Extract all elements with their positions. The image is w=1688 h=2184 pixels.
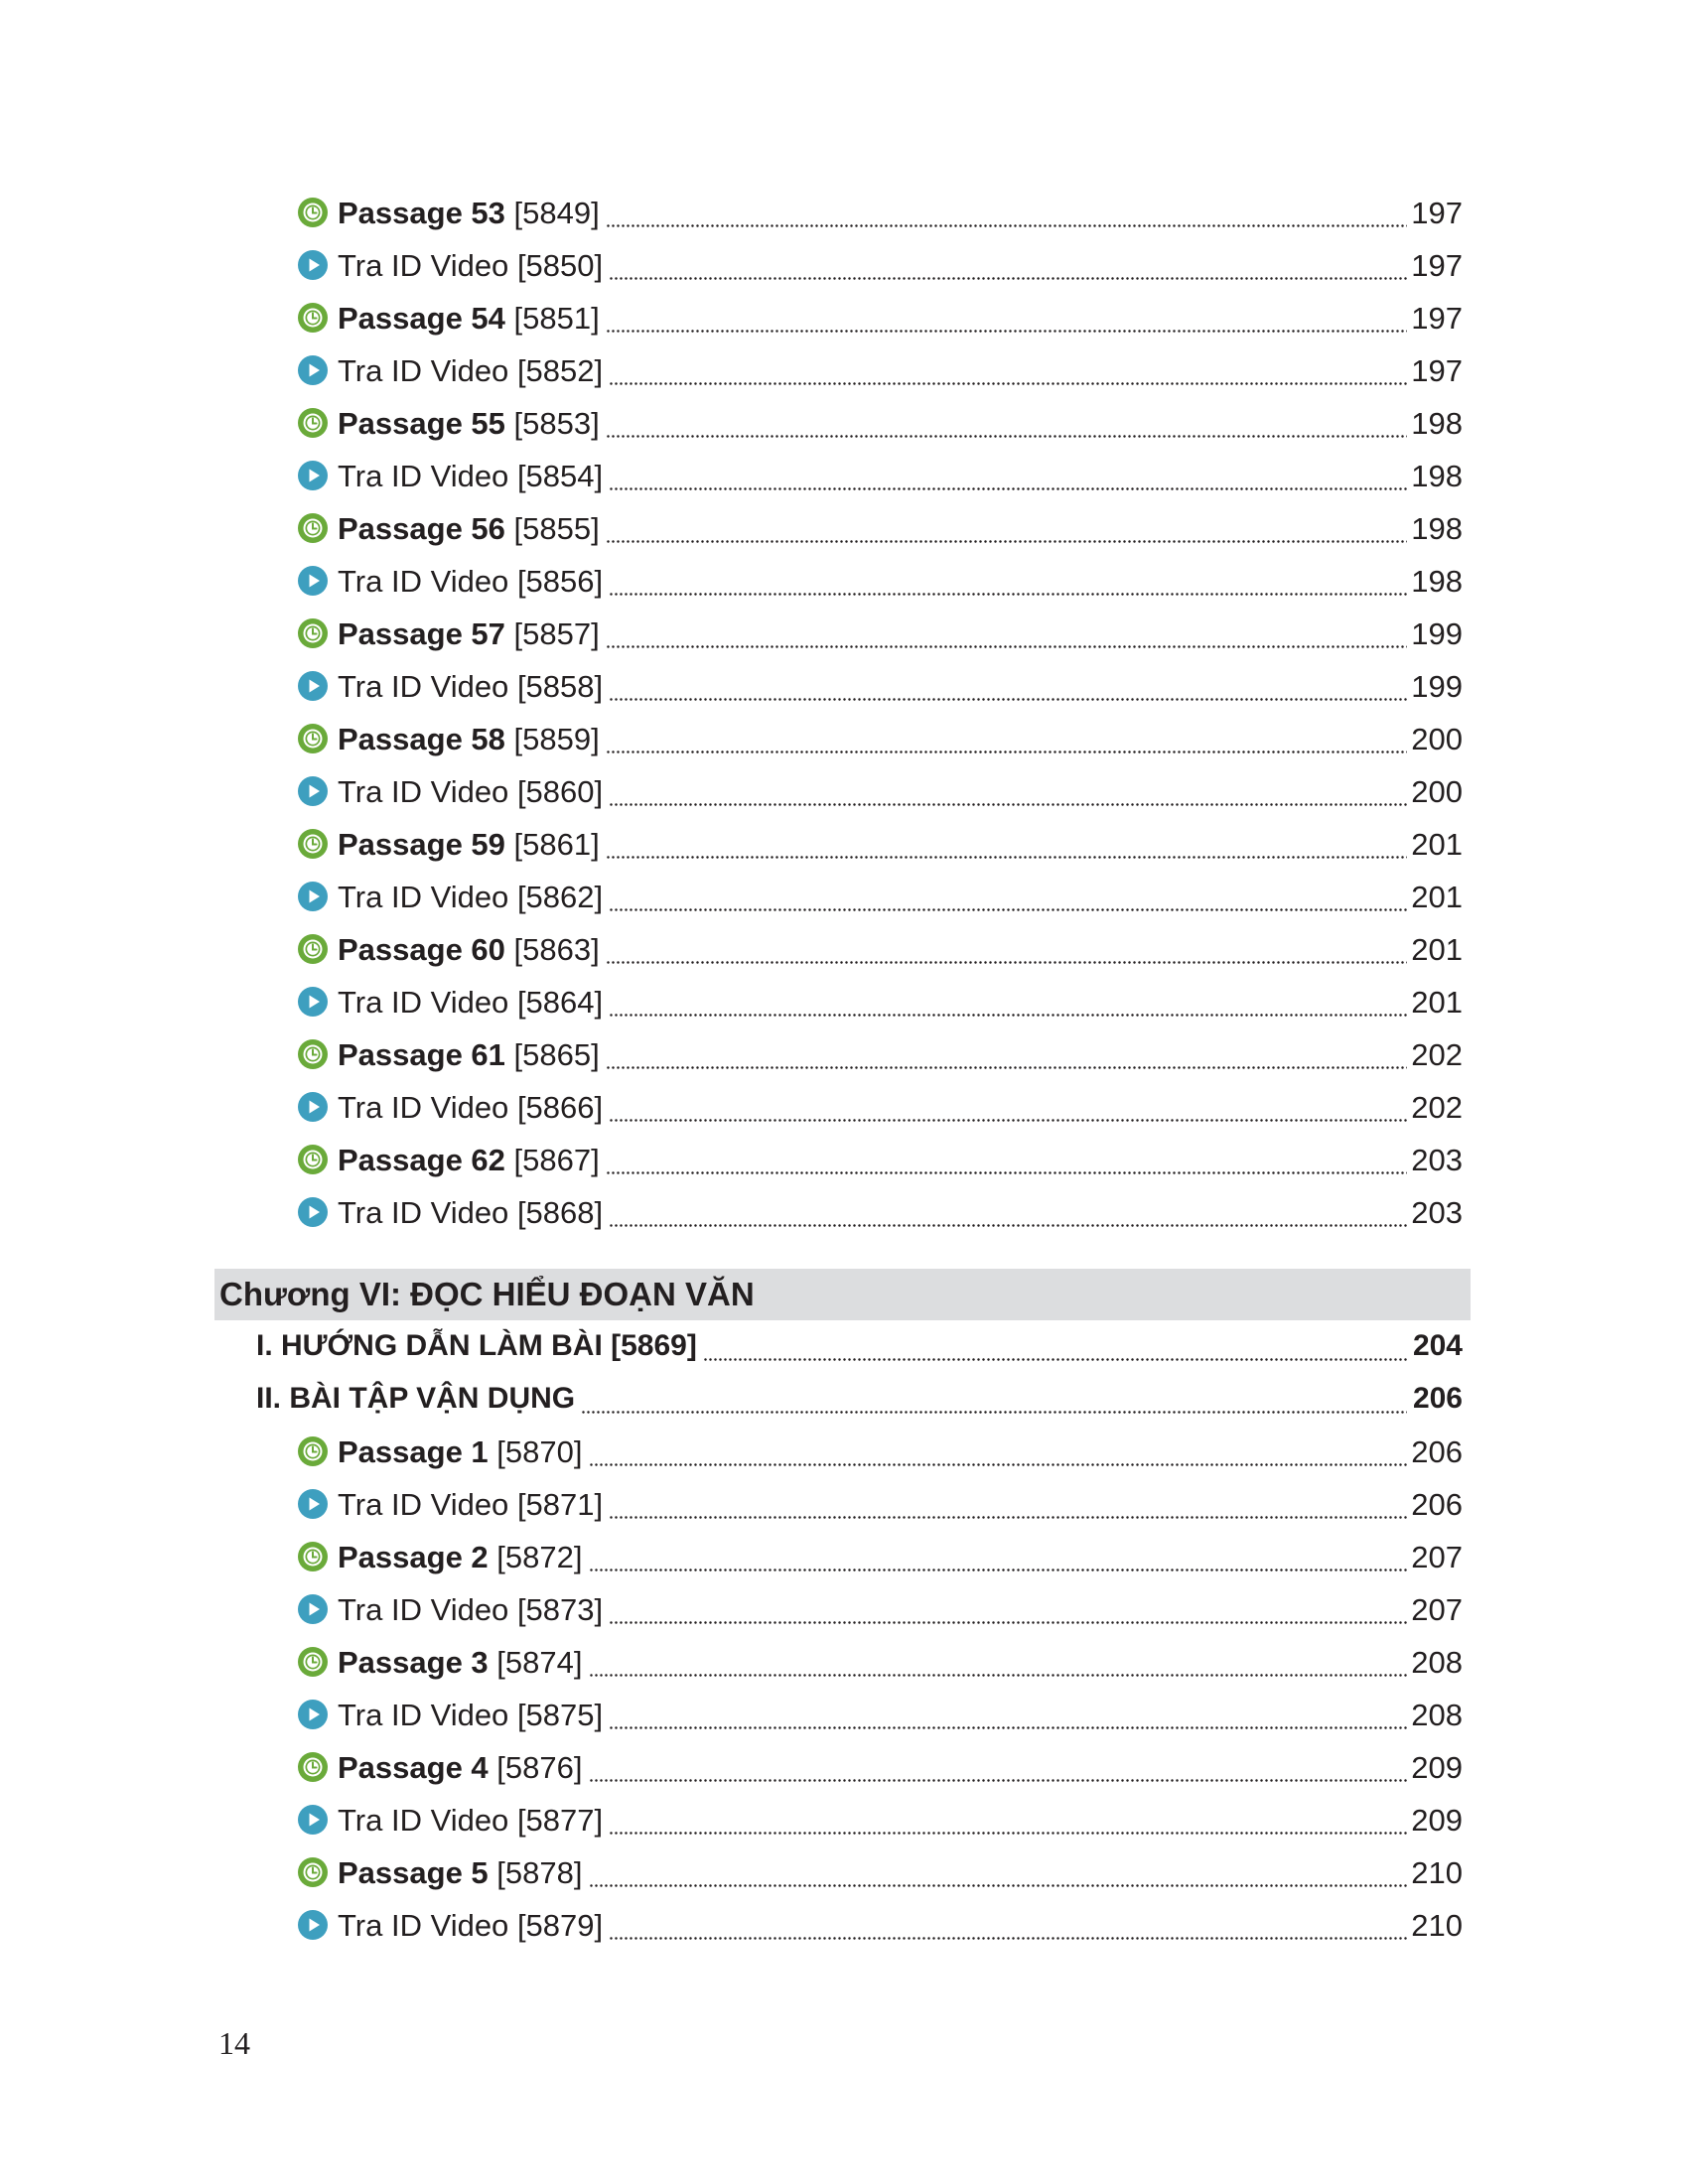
toc-entry-title (338, 1854, 583, 1890)
play-icon (296, 1803, 330, 1837)
dot-leader (609, 1621, 1407, 1624)
clock-icon (296, 1037, 330, 1071)
toc-video-entry[interactable] (296, 1080, 1463, 1134)
toc-passage-entry[interactable] (296, 1027, 1463, 1081)
toc-entry-label: Tra ID Video (338, 773, 509, 809)
toc-entry-id: [5853] (513, 405, 600, 441)
toc-entry-title (338, 1194, 604, 1230)
toc-entry-title (338, 195, 600, 230)
play-icon (296, 1592, 330, 1626)
play-icon (296, 880, 330, 913)
toc-entry-id: [5874] (496, 1644, 583, 1680)
play-icon (296, 1698, 330, 1731)
clock-icon (296, 511, 330, 545)
toc-entry-title (338, 879, 604, 914)
toc-video-entry[interactable] (296, 238, 1463, 292)
toc-passage-entry[interactable] (296, 1740, 1463, 1794)
toc-entry-id: [5864] (516, 984, 604, 1020)
toc-entry-id: [5856] (516, 563, 604, 599)
toc-page-number: 209 (1411, 1802, 1463, 1838)
toc-passage-entry[interactable] (296, 1635, 1463, 1689)
dot-leader (609, 1119, 1407, 1122)
toc-page-number: 200 (1411, 721, 1463, 756)
clock-icon (296, 1750, 330, 1784)
toc-section-entry[interactable] (256, 1319, 1463, 1373)
toc-entry-label: II. BÀI TẬP VẬN DỤNG (256, 1382, 576, 1415)
toc-page-number: 198 (1411, 563, 1463, 599)
toc-entry-id: [5861] (513, 826, 600, 862)
toc-page-number: 208 (1411, 1644, 1463, 1680)
play-icon (296, 669, 330, 703)
toc-entry-id: [5855] (513, 510, 600, 546)
play-icon (296, 353, 330, 387)
play-icon (296, 1195, 330, 1229)
toc-entry-title (338, 1591, 604, 1627)
toc-entry-id: [5857] (513, 615, 600, 651)
dot-leader (609, 698, 1407, 701)
toc-entry-label: I. HƯỚNG DẪN LÀM BÀI [5869] (256, 1329, 697, 1362)
toc-entry-label: Tra ID Video (338, 668, 509, 704)
toc-video-entry[interactable] (296, 1582, 1463, 1636)
toc-entry-title (338, 1089, 604, 1125)
toc-page-number: 207 (1411, 1539, 1463, 1574)
toc-entry-title (338, 721, 600, 756)
toc-entry-label: Passage 57 (338, 615, 505, 651)
toc-entry-label: Tra ID Video (338, 984, 509, 1020)
dot-leader (609, 908, 1407, 911)
toc-entry-id: [5852] (516, 352, 604, 388)
clock-icon (296, 722, 330, 755)
toc-video-entry[interactable] (296, 1185, 1463, 1239)
toc-passage-entry[interactable] (296, 186, 1463, 239)
toc-video-entry[interactable] (296, 449, 1463, 502)
toc-entry-title (338, 563, 604, 599)
toc-entry-title (338, 1697, 604, 1732)
dot-leader (589, 1463, 1408, 1466)
dot-leader (609, 382, 1407, 385)
dot-leader (609, 803, 1407, 806)
toc-page-number: 210 (1411, 1854, 1463, 1890)
toc-entry-label: Passage 53 (338, 195, 505, 230)
clock-icon (296, 196, 330, 229)
clock-icon (296, 1645, 330, 1679)
toc-entry-id: [5865] (513, 1036, 600, 1072)
dot-leader (606, 224, 1407, 227)
toc-page-number: 198 (1411, 510, 1463, 546)
toc-entry-id: [5854] (516, 458, 604, 493)
toc-entry-label: Tra ID Video (338, 879, 509, 914)
toc-entry-title (338, 1486, 604, 1522)
toc-video-entry[interactable] (296, 764, 1463, 818)
toc-page-number: 201 (1411, 826, 1463, 862)
dot-leader (581, 1411, 1407, 1414)
play-icon (296, 564, 330, 598)
toc-entry-label: Tra ID Video (338, 1697, 509, 1732)
toc-video-entry[interactable] (296, 1898, 1463, 1952)
toc-entry-label: Tra ID Video (338, 1907, 509, 1943)
dot-leader (609, 487, 1407, 490)
play-icon (296, 459, 330, 492)
toc-entry-title (338, 668, 604, 704)
dot-leader (609, 277, 1407, 280)
dot-leader (606, 961, 1407, 964)
dot-leader (606, 435, 1407, 438)
toc-page-number: 201 (1411, 931, 1463, 967)
toc-passage-entry[interactable] (296, 712, 1463, 765)
toc-entry-title (338, 1907, 604, 1943)
toc-entry-title (338, 773, 604, 809)
toc-entry-title (338, 1644, 583, 1680)
toc-passage-entry[interactable] (296, 607, 1463, 660)
toc-page-number: 197 (1411, 352, 1463, 388)
toc-page-number: 197 (1411, 195, 1463, 230)
clock-icon (296, 616, 330, 650)
toc-passage-entry[interactable] (296, 291, 1463, 344)
dot-leader (609, 1516, 1407, 1519)
toc-video-entry[interactable] (296, 1793, 1463, 1846)
toc-page-number: 197 (1411, 300, 1463, 336)
toc-page-number: 204 (1412, 1329, 1463, 1362)
chapter-title: Chương VI: ĐỌC HIỂU ĐOẠN VĂN (219, 1276, 755, 1312)
toc-page-number: 198 (1411, 405, 1463, 441)
toc-entry-label: Passage 3 (338, 1644, 489, 1680)
toc-entry-label: Passage 56 (338, 510, 505, 546)
dot-leader (606, 540, 1407, 543)
toc-entry-title (338, 826, 600, 862)
dot-leader (589, 1674, 1408, 1677)
toc-entry-title (338, 510, 600, 546)
toc-video-entry[interactable] (296, 343, 1463, 397)
toc-video-entry[interactable] (296, 1477, 1463, 1531)
toc-entry-label: Passage 60 (338, 931, 505, 967)
toc-video-entry[interactable] (296, 975, 1463, 1028)
toc-entry-id: [5862] (516, 879, 604, 914)
toc-entry-title (338, 1142, 600, 1177)
dot-leader (606, 1171, 1407, 1174)
toc-video-entry[interactable] (296, 870, 1463, 923)
toc-entry-id: [5873] (516, 1591, 604, 1627)
dot-leader (703, 1358, 1407, 1361)
page-number: 14 (218, 2025, 250, 2061)
toc-entry-label: Tra ID Video (338, 1802, 509, 1838)
toc-page-number: 210 (1411, 1907, 1463, 1943)
toc-entry-title (338, 1539, 583, 1574)
clock-icon (296, 301, 330, 335)
play-icon (296, 985, 330, 1019)
chapter-heading-bar (214, 1269, 1471, 1320)
toc-page-number: 208 (1411, 1697, 1463, 1732)
play-icon (296, 774, 330, 808)
toc-entry-id: [5875] (516, 1697, 604, 1732)
dot-leader (609, 1726, 1407, 1729)
toc-entry-label: Tra ID Video (338, 1591, 509, 1627)
toc-page-number: 206 (1411, 1486, 1463, 1522)
toc-entry-id: [5877] (516, 1802, 604, 1838)
toc-entry-title (338, 931, 600, 967)
dot-leader (609, 593, 1407, 596)
toc-entry-title (256, 1331, 697, 1361)
toc-entry-label: Tra ID Video (338, 1486, 509, 1522)
toc-entry-label: Tra ID Video (338, 247, 509, 283)
toc-entry-label: Passage 4 (338, 1749, 489, 1785)
toc-page-number: 199 (1411, 668, 1463, 704)
dot-leader (609, 1832, 1407, 1835)
toc-entry-label: Passage 54 (338, 300, 505, 336)
toc-entry-title (256, 1384, 575, 1414)
toc-passage-entry[interactable] (296, 501, 1463, 555)
clock-icon (296, 406, 330, 440)
toc-entry-id: [5849] (513, 195, 600, 230)
toc-entry-id: [5860] (516, 773, 604, 809)
toc-page-number: 202 (1411, 1036, 1463, 1072)
toc-section-entry[interactable] (256, 1372, 1463, 1426)
toc-entry-title (338, 1749, 583, 1785)
toc-entry-title (338, 247, 604, 283)
toc-passage-entry[interactable] (296, 1425, 1463, 1478)
toc-passage-entry[interactable] (296, 1845, 1463, 1899)
dot-leader (589, 1779, 1408, 1782)
play-icon (296, 1908, 330, 1942)
toc-entry-title (338, 352, 604, 388)
toc-entry-label: Tra ID Video (338, 1089, 509, 1125)
toc-entry-label: Passage 58 (338, 721, 505, 756)
toc-entry-label: Tra ID Video (338, 352, 509, 388)
toc-entry-id: [5859] (513, 721, 600, 756)
toc-page-number: 197 (1411, 247, 1463, 283)
dot-leader (606, 330, 1407, 333)
toc-entry-label: Passage 5 (338, 1854, 489, 1890)
toc-entry-id: [5879] (516, 1907, 604, 1943)
toc-entry-id: [5870] (496, 1433, 583, 1469)
toc-page-number: 200 (1411, 773, 1463, 809)
toc-entry-label: Passage 1 (338, 1433, 489, 1469)
play-icon (296, 248, 330, 282)
toc-entry-label: Tra ID Video (338, 1194, 509, 1230)
play-icon (296, 1487, 330, 1521)
toc-passage-entry[interactable] (296, 1133, 1463, 1186)
toc-page-number: 201 (1411, 879, 1463, 914)
toc-entry-title (338, 458, 604, 493)
toc-page-number: 203 (1411, 1142, 1463, 1177)
toc-entry-id: [5867] (513, 1142, 600, 1177)
dot-leader (606, 645, 1407, 648)
toc-entry-id: [5872] (496, 1539, 583, 1574)
toc-entry-title (338, 1036, 600, 1072)
toc-page-number: 202 (1411, 1089, 1463, 1125)
toc-entry-title (338, 615, 600, 651)
toc-page-number: 201 (1411, 984, 1463, 1020)
dot-leader (589, 1884, 1408, 1887)
toc-page-number: 203 (1411, 1194, 1463, 1230)
toc-entry-label: Passage 61 (338, 1036, 505, 1072)
clock-icon (296, 1855, 330, 1889)
toc-video-entry[interactable] (296, 554, 1463, 608)
toc-passage-entry[interactable] (296, 396, 1463, 450)
clock-icon (296, 932, 330, 966)
toc-entry-label: Passage 59 (338, 826, 505, 862)
toc-page-number: 199 (1411, 615, 1463, 651)
dot-leader (609, 1937, 1407, 1940)
toc-entry-label: Passage 2 (338, 1539, 489, 1574)
toc-entry-label: Tra ID Video (338, 458, 509, 493)
toc-video-entry[interactable] (296, 659, 1463, 713)
dot-leader (609, 1224, 1407, 1227)
dot-leader (609, 1014, 1407, 1017)
toc-entry-id: [5878] (496, 1854, 583, 1890)
toc-entry-label: Tra ID Video (338, 563, 509, 599)
toc-entry-id: [5868] (516, 1194, 604, 1230)
toc-entry-id: [5863] (513, 931, 600, 967)
dot-leader (606, 751, 1407, 753)
toc-entry-title (338, 984, 604, 1020)
clock-icon (296, 827, 330, 861)
toc-page-number: 198 (1411, 458, 1463, 493)
toc-entry-title (338, 1802, 604, 1838)
dot-leader (606, 856, 1407, 859)
toc-entry-title (338, 405, 600, 441)
toc-page-number: 207 (1411, 1591, 1463, 1627)
clock-icon (296, 1540, 330, 1573)
toc-entry-id: [5850] (516, 247, 604, 283)
toc-entry-title (338, 1433, 583, 1469)
dot-leader (589, 1569, 1408, 1571)
play-icon (296, 1090, 330, 1124)
toc-entry-label: Passage 55 (338, 405, 505, 441)
toc-passage-entry[interactable] (296, 922, 1463, 976)
toc-page-number: 209 (1411, 1749, 1463, 1785)
dot-leader (606, 1066, 1407, 1069)
clock-icon (296, 1434, 330, 1468)
toc-page-number: 206 (1412, 1382, 1463, 1415)
toc-entry-id: [5858] (516, 668, 604, 704)
clock-icon (296, 1143, 330, 1176)
toc-entry-id: [5866] (516, 1089, 604, 1125)
toc-passage-entry[interactable] (296, 1530, 1463, 1583)
toc-page-number: 206 (1411, 1433, 1463, 1469)
toc-entry-id: [5851] (513, 300, 600, 336)
toc-entry-title (338, 300, 600, 336)
toc-video-entry[interactable] (296, 1688, 1463, 1741)
toc-entry-label: Passage 62 (338, 1142, 505, 1177)
toc-entry-id: [5871] (516, 1486, 604, 1522)
toc-entry-id: [5876] (496, 1749, 583, 1785)
toc-passage-entry[interactable] (296, 817, 1463, 871)
